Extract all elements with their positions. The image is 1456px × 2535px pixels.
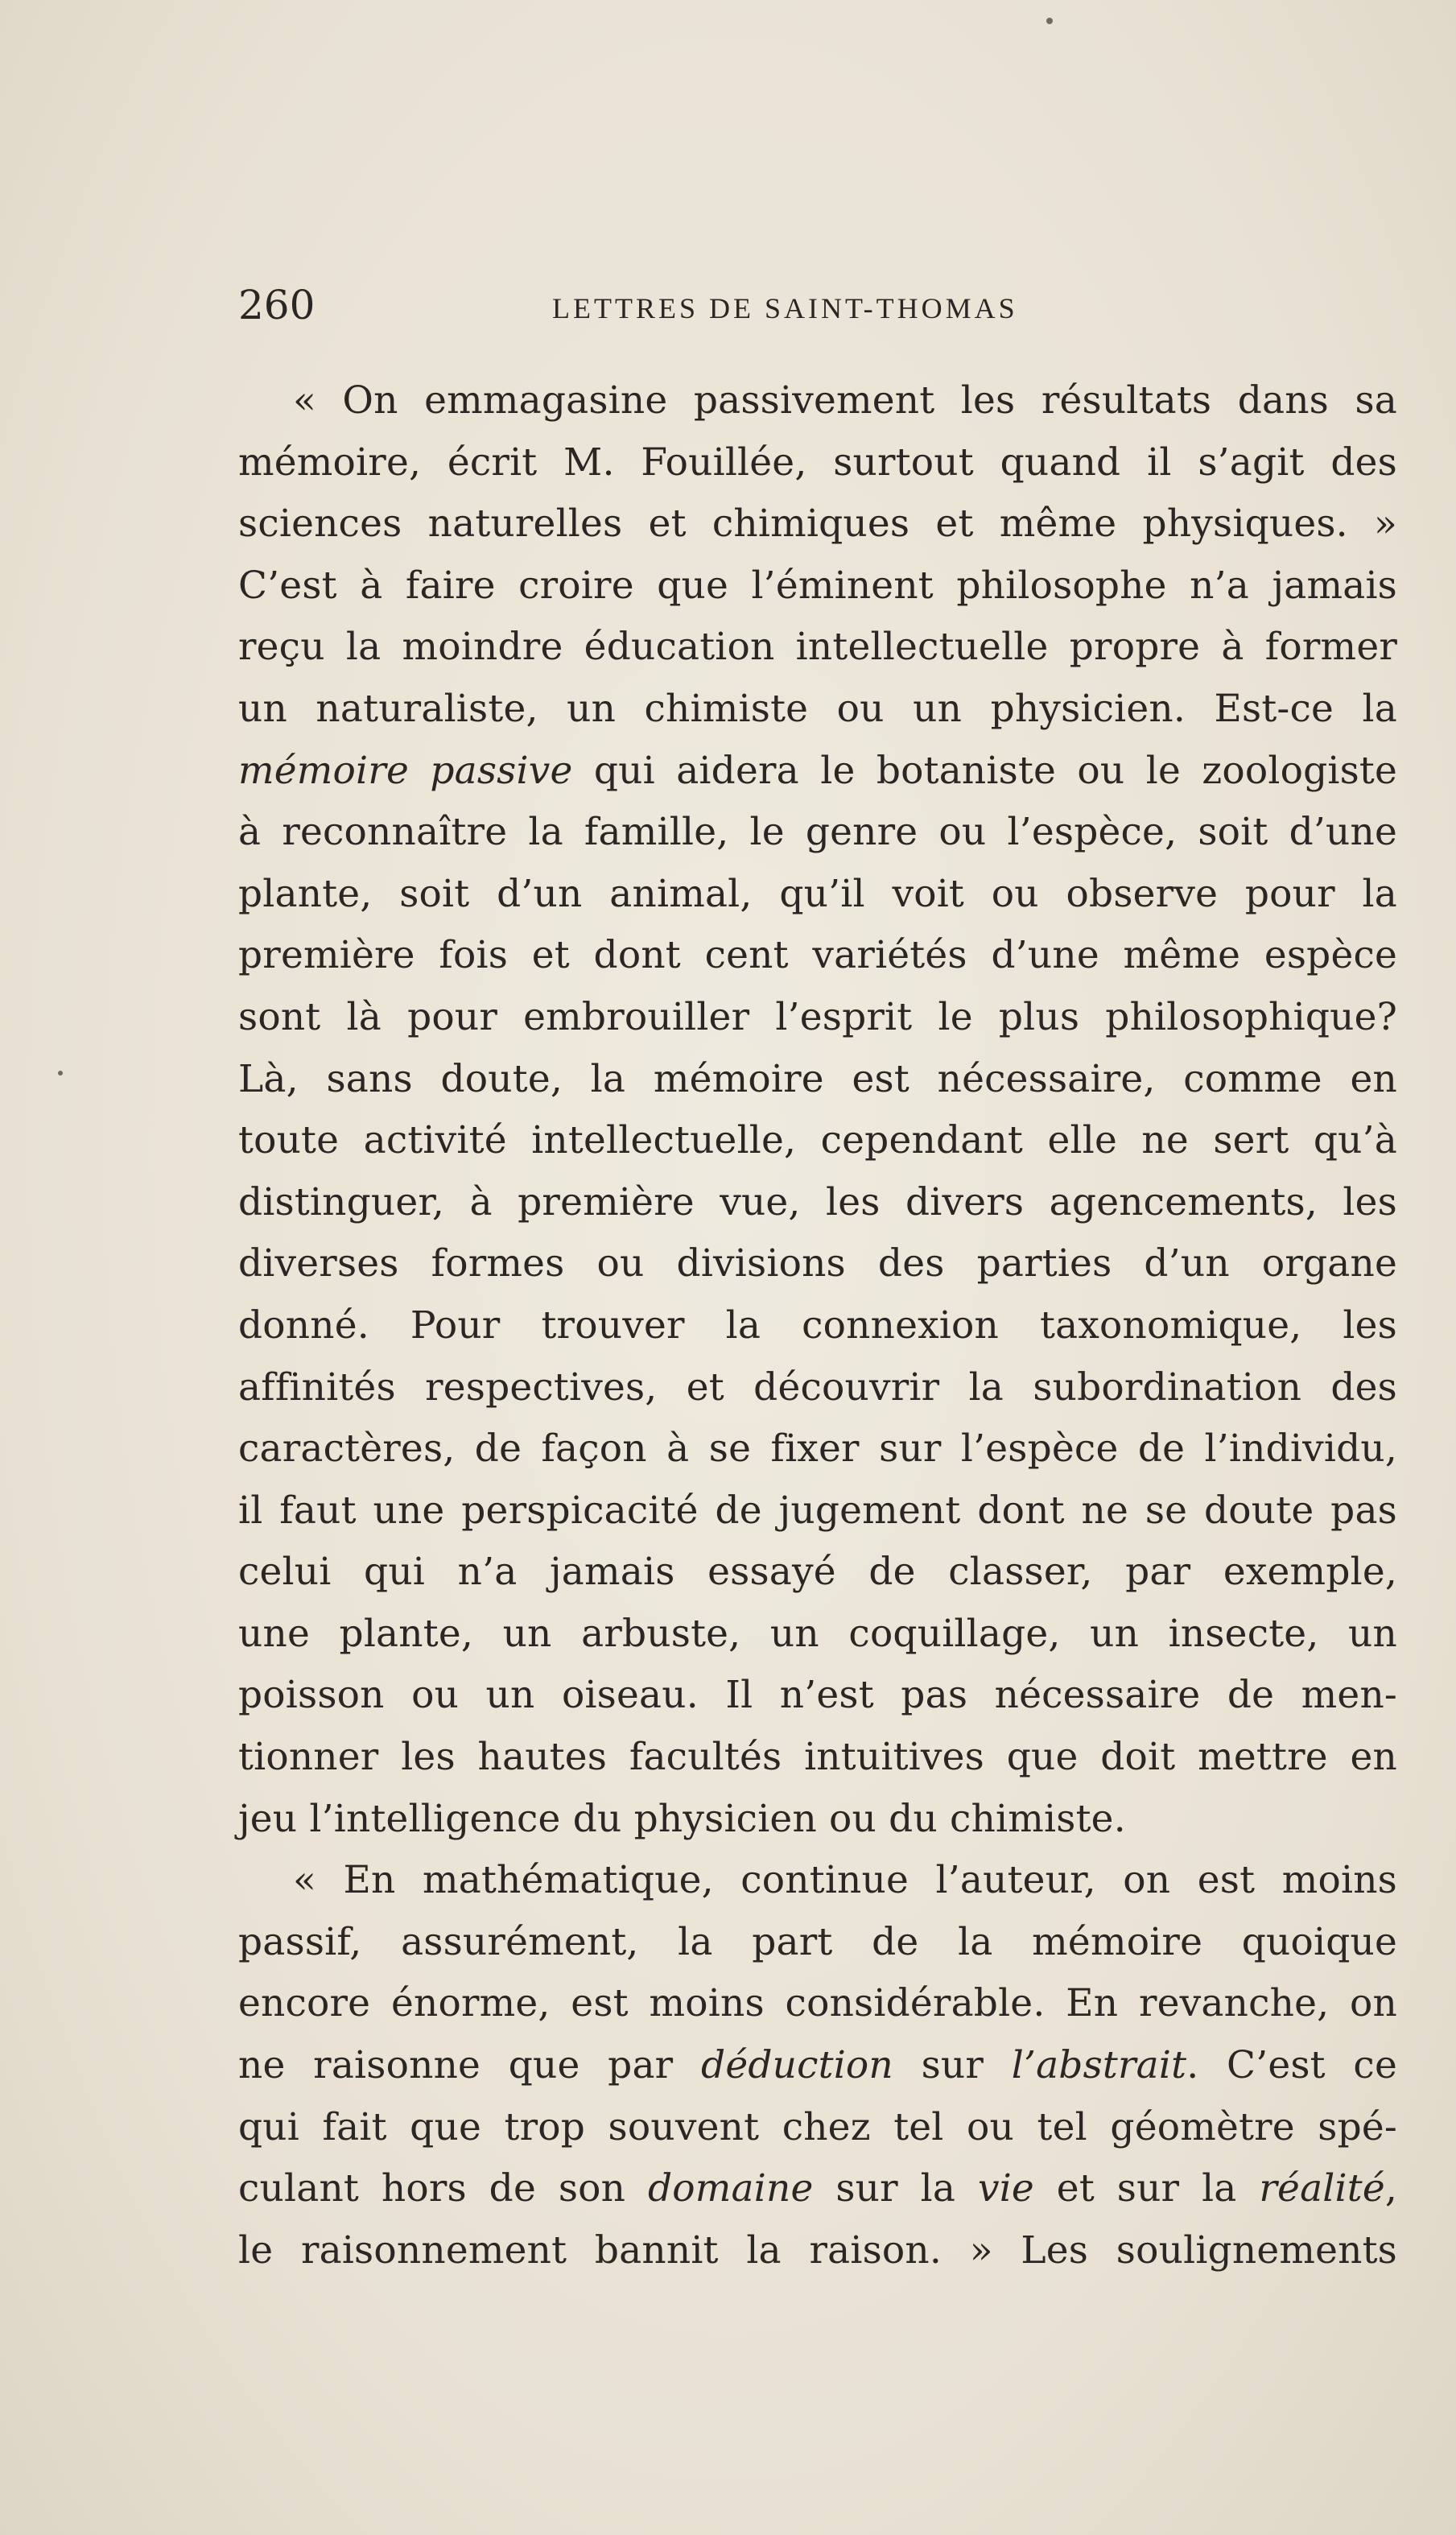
text-span: qui aidera le botaniste ou le zoologiste [572, 748, 1398, 793]
text-span: , [1384, 2166, 1397, 2211]
italic-text: mémoire passive [238, 748, 573, 793]
page-header [238, 282, 1397, 330]
body-text [238, 370, 1397, 2281]
text-line: reçu la moindre éducation intellectuelle propre à former [238, 625, 1397, 670]
text-line: jeu l’intelligence du physicien ou du chimiste. [238, 1796, 1126, 1841]
text-line: qui fait que trop souvent chez tel ou tel géomètre spé- [238, 2104, 1397, 2149]
text-line: plante, soit d’un animal, qu’il voit ou observe pour la [238, 871, 1397, 916]
italic-text: l’abstrait [1011, 2043, 1187, 2088]
text-line: passif, assurément, la part de la mémoire quoique [238, 1919, 1397, 1964]
text-line: première fois et dont cent variétés d’une même espèce [238, 933, 1397, 978]
text-line: un naturaliste, un chimiste ou un physicien. Est-ce la [238, 686, 1397, 731]
text-line: Là, sans doute, la mémoire est nécessaire, comme en [238, 1056, 1397, 1101]
text-line: encore énorme, est moins considérable. En revanche, on [238, 1981, 1397, 2026]
text-line: il faut une perspicacité de jugement dont ne se doute pas [238, 1488, 1397, 1533]
text-span: culant hors de son [238, 2166, 648, 2211]
text-line: diverses formes ou divisions des parties d’un organe [238, 1241, 1397, 1286]
text-line: poisson ou un oiseau. Il n’est pas nécessaire de men- [238, 1673, 1397, 1718]
text-span: sur la [813, 2166, 978, 2211]
text-line [238, 2035, 1397, 2097]
text-line: sont là pour embrouiller l’esprit le plus philosophique? [238, 994, 1397, 1039]
text-span: sur [893, 2043, 1012, 2088]
text-line: « En mathématique, continue l’auteur, on est moins [293, 1858, 1397, 1903]
page-number: 260 [238, 282, 316, 328]
text-line: tionner les hautes facultés intuitives que doit mettre en [238, 1735, 1397, 1780]
text-line: « On emmagasine passivement les résultats dans sa [293, 378, 1397, 423]
italic-text: déduction [701, 2043, 893, 2088]
text-line [238, 2158, 1397, 2220]
text-line: toute activité intellectuelle, cependant elle ne sert qu’à [238, 1118, 1397, 1163]
text-line: C’est à faire croire que l’éminent philosophe n’a jamais [238, 563, 1397, 608]
text-line: affinités respectives, et découvrir la subordination des [238, 1365, 1397, 1410]
text-span: ne raisonne que par [238, 2043, 702, 2088]
text-line: à reconnaître la famille, le genre ou l’espèce, soit d’une [238, 810, 1397, 855]
italic-text: domaine [647, 2166, 814, 2211]
text-line: une plante, un arbuste, un coquillage, un insecte, un [238, 1611, 1397, 1656]
text-span: . C’est ce [1186, 2043, 1397, 2088]
text-span: et sur la [1033, 2166, 1260, 2211]
italic-text: vie [977, 2166, 1034, 2211]
ink-speck [58, 1071, 63, 1076]
ink-speck [1046, 18, 1053, 24]
text-line: donné. Pour trouver la connexion taxonomique, les [238, 1303, 1397, 1348]
text-line: distinguer, à première vue, les divers agencements, les [238, 1179, 1397, 1224]
running-title: LETTRES DE SAINT-THOMAS [552, 292, 1018, 324]
text-line: le raisonnement bannit la raison. » Les soulignements [238, 2227, 1397, 2273]
text-line [238, 741, 1397, 803]
text-line: sciences naturelles et chimiques et même physiques. » [238, 502, 1397, 547]
italic-text: réalité [1259, 2166, 1385, 2211]
text-line: celui qui n’a jamais essayé de classer, par exemple, [238, 1550, 1397, 1595]
text-line: caractères, de façon à se fixer sur l’espèce de l’individu, [238, 1426, 1397, 1472]
text-line: mémoire, écrit M. Fouillée, surtout quand il s’agit des [238, 440, 1397, 485]
